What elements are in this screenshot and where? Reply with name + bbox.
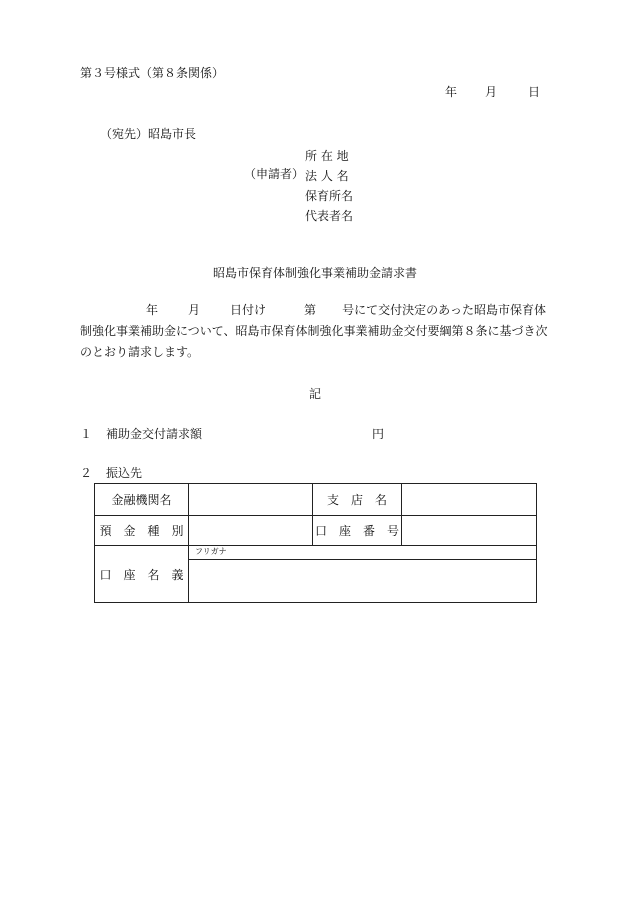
account-holder-label: 口 座 名 義 (95, 546, 189, 603)
account-holder-input[interactable] (189, 560, 537, 603)
document-title: 昭島市保育体制強化事業補助金請求書 (212, 266, 417, 280)
account-number-label: 口 座 番 号 (313, 516, 402, 546)
item2-number: ２ (80, 466, 93, 480)
date-day: 日 (528, 85, 541, 99)
date-month: 月 (485, 85, 498, 99)
deposit-type-label: 預 金 種 別 (95, 516, 189, 546)
item1-number: １ (80, 427, 93, 441)
bank-name-input[interactable] (189, 484, 313, 516)
field-corporation-name: 法 人 名 (305, 169, 349, 183)
body-dated: 日付け (230, 303, 267, 317)
table-row (95, 484, 537, 516)
bank-name-label: 金融機関名 (95, 484, 189, 516)
body-no-prefix: 第 (304, 303, 317, 317)
body-year: 年 (146, 303, 159, 317)
table-row (95, 516, 537, 546)
date-year: 年 (445, 85, 458, 99)
field-nursery-name: 保育所名 (305, 189, 354, 203)
account-number-input[interactable] (402, 516, 537, 546)
item1-label: 補助金交付請求額 (106, 427, 203, 441)
item1-unit: 円 (372, 427, 385, 441)
body-text-rest: 号にて交付決定のあった昭島市保育体制強化事業補助金について、昭島市保育体制強化事業補助金交付要綱第８条に基づき次のとおり請求します。 (80, 303, 548, 359)
deposit-type-input[interactable] (189, 516, 313, 546)
item2-label: 振込先 (106, 466, 143, 480)
date-line (445, 84, 540, 100)
bank-transfer-table (94, 483, 537, 603)
field-address: 所 在 地 (305, 149, 349, 163)
applicant-fields (305, 146, 353, 226)
furigana-label[interactable]: フリガナ (189, 546, 537, 560)
body-text (80, 300, 550, 363)
field-representative: 代表者名 (305, 209, 354, 223)
body-month: 月 (188, 303, 201, 317)
ki-heading: 記 (308, 387, 321, 401)
form-number: 第３号様式（第８条関係） (80, 66, 225, 80)
table-row (95, 546, 537, 560)
branch-label: 支 店 名 (313, 484, 402, 516)
branch-input[interactable] (402, 484, 537, 516)
applicant-label: （申請者） (244, 167, 305, 181)
addressee: （宛先）昭島市長 (100, 127, 197, 141)
